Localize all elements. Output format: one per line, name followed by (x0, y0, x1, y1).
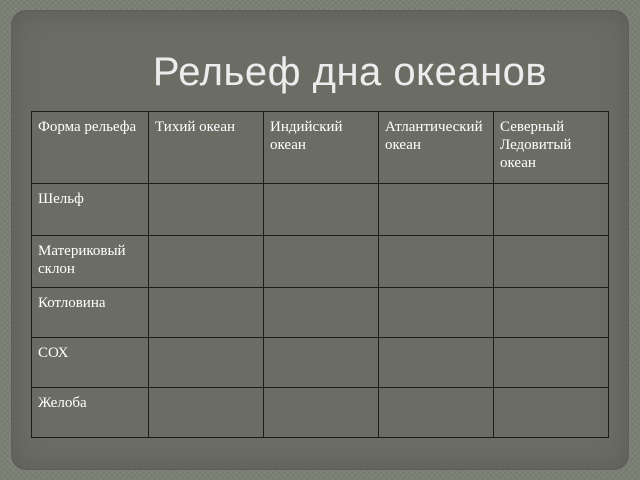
table-cell (379, 288, 494, 338)
header-atlantic: Атлантический океан (379, 112, 494, 184)
table-cell (379, 338, 494, 388)
table-cell (149, 288, 264, 338)
slide-title: Рельеф дна океанов (152, 50, 548, 94)
table-cell (494, 236, 609, 288)
header-relief-form: Форма рельефа (32, 112, 149, 184)
table-cell (264, 338, 379, 388)
row-label: Котловина (32, 288, 149, 338)
row-label: СОХ (32, 338, 149, 388)
table-cell (264, 184, 379, 236)
header-pacific: Тихий океан (149, 112, 264, 184)
table-row (32, 288, 609, 338)
table-cell (264, 236, 379, 288)
table-cell (149, 184, 264, 236)
table-cell (494, 288, 609, 338)
table-cell (149, 236, 264, 288)
table-cell (264, 288, 379, 338)
header-indian: Индийский океан (264, 112, 379, 184)
table-row (32, 388, 609, 438)
row-label: Желоба (32, 388, 149, 438)
table-row (32, 338, 609, 388)
table-cell (264, 388, 379, 438)
relief-table (31, 111, 609, 438)
table-cell (494, 184, 609, 236)
table-row (32, 236, 609, 288)
table-cell (494, 338, 609, 388)
table-cell (379, 184, 494, 236)
row-label: Материковый склон (32, 236, 149, 288)
table-cell (149, 338, 264, 388)
table-cell (149, 388, 264, 438)
header-arctic: Северный Ледовитый океан (494, 112, 609, 184)
table-header-row (32, 112, 609, 184)
table-row (32, 184, 609, 236)
table-cell (379, 236, 494, 288)
table-cell (379, 388, 494, 438)
table-cell (494, 388, 609, 438)
row-label: Шельф (32, 184, 149, 236)
